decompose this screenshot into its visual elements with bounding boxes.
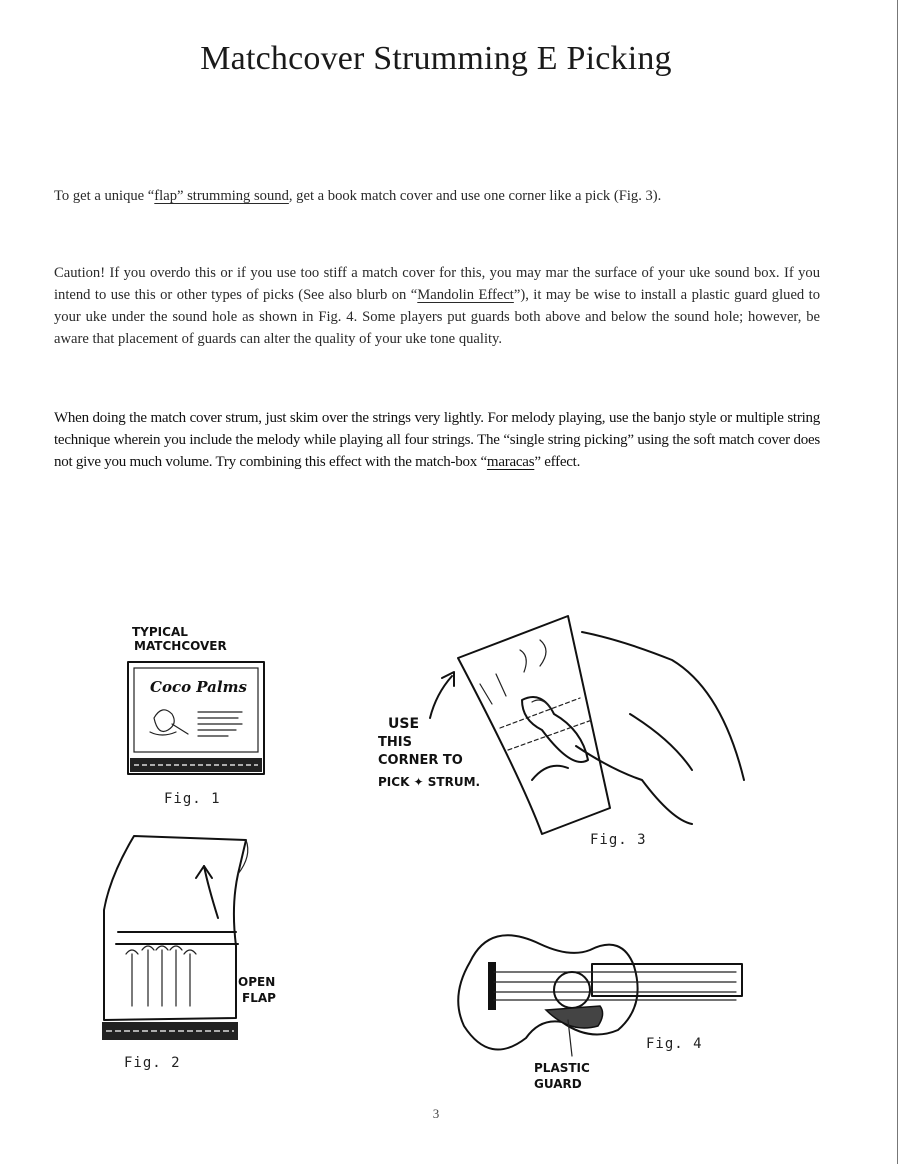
- fig3-label-this: THIS: [378, 735, 412, 750]
- matchcover-dashed-lines: [500, 698, 592, 750]
- figure-4-ukulele: [450, 926, 750, 1094]
- fig1-label-typical: TYPICAL: [132, 625, 188, 639]
- matchcover-small-text-lines: [198, 712, 242, 736]
- ukulele-bridge: [488, 962, 496, 1010]
- hand-outline: [532, 632, 744, 824]
- fig4-caption: Fig. 4: [646, 1036, 703, 1052]
- matchcover-print-marks: [480, 640, 546, 704]
- p1-text-a: To get a unique “: [54, 188, 155, 204]
- p2-text-a: Caution! If you overdo this or if you use too stiff a match cover for this, you may mar the surface of your uke sound box. If you intend to use this or other types of picks (See also blurb on “: [54, 265, 820, 303]
- fig1-caption: Fig. 1: [164, 791, 221, 807]
- fig4-label-plastic: PLASTIC: [534, 1061, 590, 1075]
- plastic-guard: [546, 1006, 603, 1028]
- matchcover-brand: Coco Palms: [150, 678, 247, 696]
- p1-text-c: , get a book match cover and use one corner like a pick (Fig. 3).: [288, 188, 662, 204]
- flap-arrow-icon: [196, 866, 212, 878]
- fig1-label-matchcover: MATCHCOVER: [134, 639, 227, 653]
- p3-text-a: When doing the match cover strum, just skim over the strings very lightly. For melody playing, use the banjo style or multiple string technique wherein you include the melody while playing all four strings. The “single string picking” using the soft match cover does not give you much volume. Try combining this effect with the match-box “: [54, 410, 820, 470]
- fig2-label-flap: FLAP: [242, 991, 276, 1005]
- paragraph-technique: [54, 407, 820, 473]
- fig3-label-pick-strum: PICK ✦ STRUM.: [378, 775, 481, 789]
- p2-text-c: ”), it may be wise to install a plastic guard glued to your uke under the sound hole as shown in Fig. 4. Some players put guards both above and below the sound hole; however, be aware that placement of guards can alter the quality of your uke tone quality.: [54, 287, 821, 347]
- paragraph-caution: [54, 262, 820, 350]
- figure-3-hand-pick: [372, 610, 762, 850]
- fig3-label-corner: CORNER TO: [378, 753, 463, 768]
- figure-2-open-flap: [96, 826, 296, 1076]
- matchbook-fold-lines: [116, 932, 238, 944]
- ukulele-neck: [592, 964, 742, 996]
- corner-arrow-shaft: [430, 676, 452, 718]
- page-title: Matchcover Strumming E Picking: [200, 40, 672, 77]
- fig3-caption: Fig. 3: [590, 832, 647, 848]
- p3-text-c: ” effect.: [534, 454, 581, 470]
- corner-arrow-icon: [442, 672, 454, 686]
- fig3-label-use: USE: [388, 716, 420, 732]
- match-heads: [126, 946, 196, 954]
- flap-strumming-sound-link: flap” strumming sound: [154, 188, 289, 204]
- flap-arrow-shaft: [204, 866, 218, 918]
- figure-1-matchcover: [120, 620, 280, 810]
- sound-hole: [554, 972, 590, 1008]
- fig4-label-guard: GUARD: [534, 1077, 582, 1091]
- mandolin-effect-link: Mandolin Effect: [417, 287, 514, 303]
- thumbnail: [532, 700, 550, 708]
- match-sticks: [132, 950, 190, 1006]
- maracas-link: maracas: [486, 454, 535, 470]
- paragraph-flap-strum: [54, 185, 820, 207]
- fig2-caption: Fig. 2: [124, 1055, 181, 1071]
- matchcover-cartoon-icon: [150, 710, 188, 735]
- page-number: 3: [432, 1106, 440, 1121]
- open-matchbook-outline: [104, 836, 246, 1020]
- page-edge: [897, 0, 898, 1164]
- fig2-label-open: OPEN: [238, 975, 276, 989]
